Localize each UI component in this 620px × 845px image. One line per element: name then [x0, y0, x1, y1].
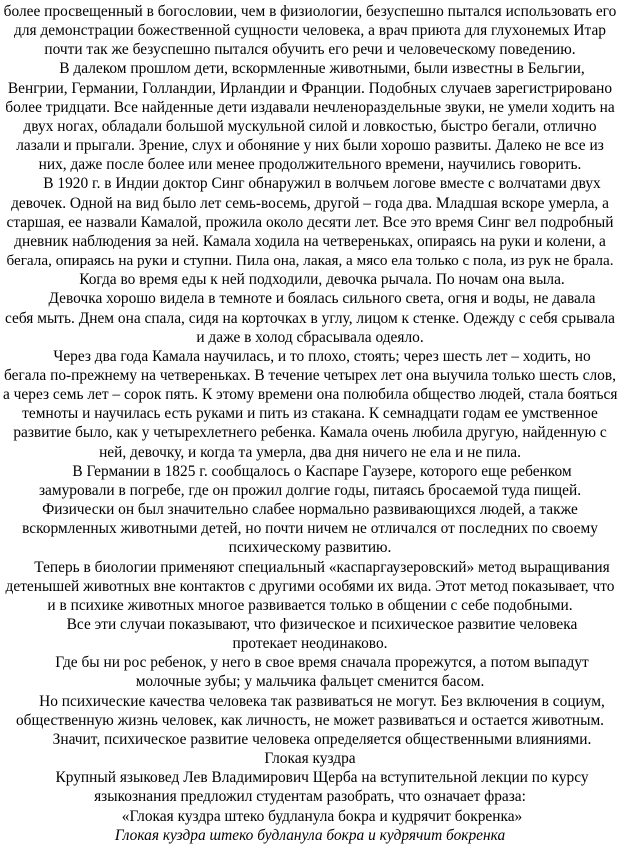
text-line: В 1920 г. в Индии доктор Синг обнаружил в волчьем логове вместе с волчатами двух — [43, 175, 601, 193]
text-line: бегала, опираясь на руки и ступни. Пила она, лакая, а мясо ела только с пола, из рук не брала. — [6, 252, 614, 270]
text-line: двух ногах, обладали большой мускульной силой и ловкостью, быстро бегали, отлично — [23, 117, 597, 135]
text-line: почти так же безуспешно пытался обучить его речи и человеческому поведению. — [44, 41, 576, 59]
text-line: дневник наблюдения за ней. Камала ходила на четвереньках, опираясь на руки и колени, а — [14, 232, 606, 250]
text-line: старшая, ее назвали Камалой, прожила около десяти лет. Все это время Синг вел подробный — [6, 213, 614, 231]
text-line: себя мыть. Днем она спала, сидя на корточках в углу, лицом к стенке. Одежду с себя срывала — [4, 309, 616, 327]
text-line: детенышей животных вне контактов с другими особями их вида. Этот метод показывает, что — [5, 577, 615, 595]
text-line: В далеком прошлом дети, вскормленные животными, были известны в Бельгии, — [59, 60, 585, 78]
text-line: более просвещенный в богословии, чем в физиологии, безуспешно пытался использовать его — [3, 3, 617, 20]
text-line: Теперь в биологии применяют специальный «каспаргаузеровский» метод выращивания — [34, 558, 610, 576]
text-line: Девочка хорошо видела в темноте и боялась сильного света, огня и воды, не давала — [48, 290, 596, 308]
quote-line-italic: Глокая куздра штеко будланула бокра и кудрячит бокренка — [114, 826, 506, 844]
text-line: Через два года Камала научилась, и то плохо, стоять; через шесть лет – ходить, но — [53, 347, 591, 365]
section-heading: Глокая куздра — [264, 750, 356, 768]
text-line: Венгрии, Германии, Голландии, Ирландии и Франции. Подобных случаев зарегистрировано — [7, 79, 613, 97]
text-line: ней, девочку, и когда та умерла, два дня ничего не ела и не пила. — [99, 443, 521, 461]
text-line: Но психические качества человека так развиваться не могут. Без включения в социум, — [39, 692, 605, 710]
text-line: лазали и прыгали. Зрение, слух и обоняние у них были хорошо развиты. Далеко не все из — [16, 137, 604, 155]
text-line: протекает неодинаково. — [232, 635, 388, 653]
text-line: молочные зубы; у мальчика фальцет сменится басом. — [135, 673, 485, 691]
text-line: Когда во время еды к ней подходили, девочка рычала. По ночам она выла. — [79, 271, 565, 289]
text-line: а через семь лет – сорок пять. К этому времени она полюбила общество людей, стала бояться — [3, 386, 618, 404]
text-line: более тридцати. Все найденные дети издавали нечленораздельные звуки, не умели ходить на — [5, 98, 615, 116]
text-line: для демонстрации божественной сущности человека, а врач приюта для глухонемых Итар — [14, 22, 606, 40]
text-line: общественную жизнь человек, как личность, не может развиваться и остается животным. — [15, 711, 605, 729]
text-line: Крупный языковед Лев Владимирович Щерба на вступительной лекции по курсу — [55, 769, 589, 787]
text-line: психическому развитию. — [228, 539, 392, 557]
text-line: бегала по-прежнему на четвереньках. В течение четырех лет она выучила только шесть слов, — [4, 366, 616, 384]
text-line: развитие было, как у четырехлетнего ребенка. Камала очень любила другую, найденную с — [13, 424, 607, 442]
text-line: них, даже после более или менее продолжительного времени, научились говорить. — [38, 156, 582, 174]
text-line: и в психике животных многое развивается только в общении с себе подобными. — [47, 596, 573, 614]
text-line: вскормленных животными детей, но почти ничем не отличался от последних по своему — [22, 520, 598, 538]
text-line: языкознания предложил студентам разобрать, что означает фраза: — [94, 788, 526, 806]
text-line: В Германии в 1825 г. сообщалось о Каспаре Гаузере, которого еще ребенком — [72, 462, 572, 480]
quote-line: «Глокая куздра штеко будланула бокра и кудрячит бокренка» — [121, 807, 523, 825]
text-line: Физически он был значительно слабее нормально развивающихся людей, а также — [42, 501, 578, 519]
text-line: Значит, психическое развитие человека определяется общественными влияниями. — [52, 730, 592, 748]
text-line: замуровали в погребе, где он прожил долгие годы, питаясь бросаемой туда пищей. — [38, 481, 582, 499]
text-line: Все эти случаи показывают, что физическое и психическое развитие человека — [66, 616, 578, 633]
text-line: темноты и научилась есть руками и пить из стакана. К семнадцати годам ее умственное — [22, 405, 598, 423]
text-line: и даже в холод сбрасывала одеяло. — [196, 328, 424, 346]
text-line: Где бы ни рос ребенок, у него в свое время сначала прорежутся, а потом выпадут — [55, 654, 589, 672]
text-line: девочек. Одной на вид было лет семь-восемь, другой – года два. Младшая вскоре умерла, а — [11, 194, 609, 212]
